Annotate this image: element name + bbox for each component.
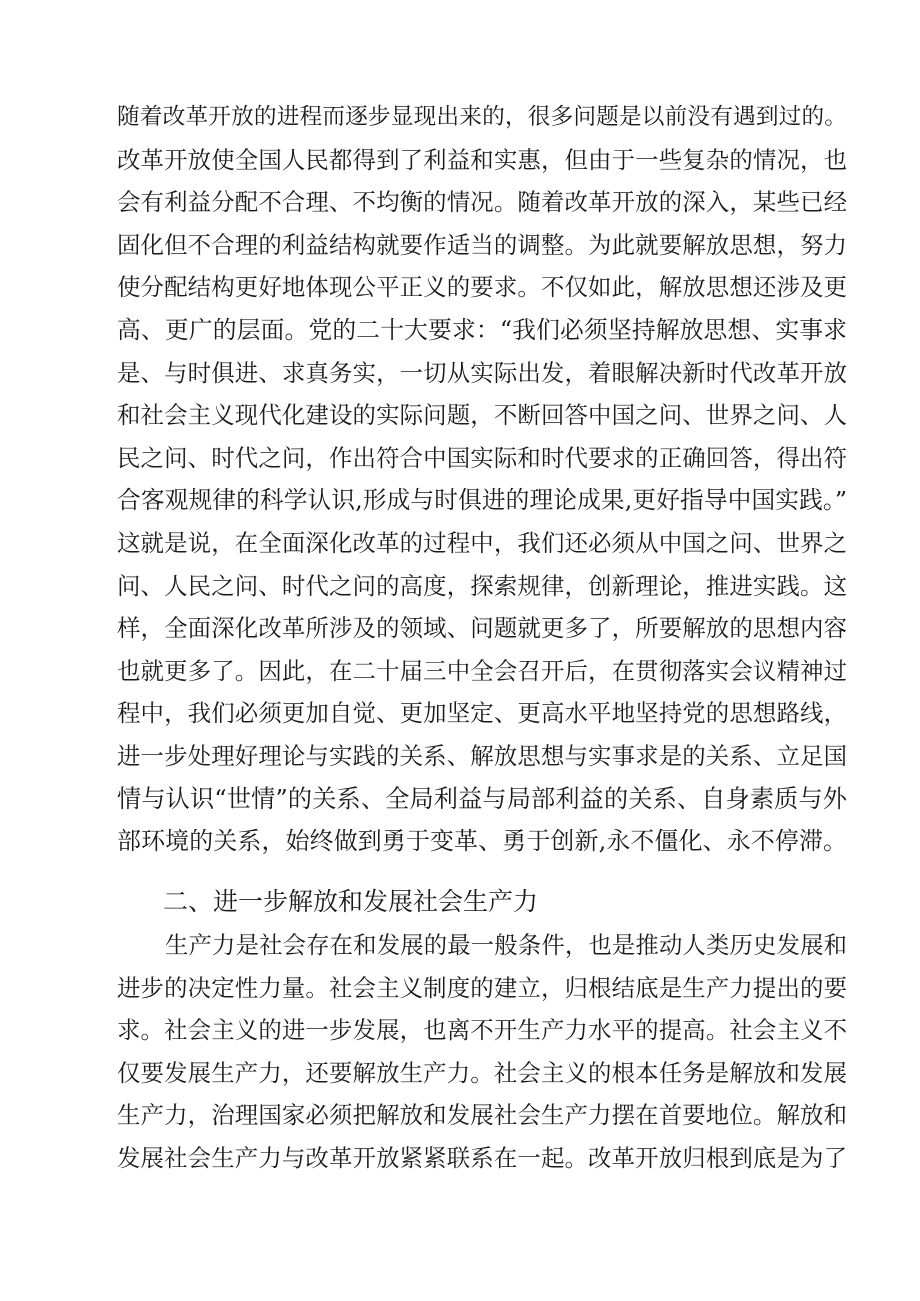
paragraph-line: 改革开放使全国人民都得到了利益和实惠，但由于一些复杂的情况，也 bbox=[117, 145, 847, 174]
paragraph-line: 和社会主义现代化建设的实际问题，不断回答中国之问、世界之问、人 bbox=[117, 401, 847, 430]
paragraph-line: 会有利益分配不合理、不均衡的情况。随着改革开放的深入，某些已经 bbox=[117, 188, 847, 217]
paragraph-line: 程中，我们必须更加自觉、更加坚定、更高水平地坚持党的思想路线， bbox=[117, 699, 847, 728]
paragraph-line: 生产力是社会存在和发展的最一般条件，也是推动人类历史发展和 bbox=[165, 931, 847, 959]
paragraph-line: 问、人民之问、时代之问的高度，探索规律，创新理论，推进实践。这 bbox=[117, 571, 847, 600]
paragraph-line: 固化但不合理的利益结构就要作适当的调整。为此就要解放思想，努力 bbox=[117, 230, 847, 259]
paragraph-line: 仅要发展生产力，还要解放生产力。社会主义的根本任务是解放和发展 bbox=[117, 1058, 847, 1087]
paragraph-line: 进一步处理好理论与实践的关系、解放思想与实事求是的关系、立足国 bbox=[117, 742, 847, 770]
paragraph-line: 高、更广的层面。党的二十大要求：“我们必须坚持解放思想、实事求 bbox=[117, 316, 847, 344]
paragraph-line: 随着改革开放的进程而逐步显现出来的，很多问题是以前没有遇到过的。 bbox=[117, 104, 847, 130]
paragraph-line: 进步的决定性力量。社会主义制度的建立，归根结底是生产力提出的要 bbox=[117, 973, 847, 1002]
paragraph-line: 民之问、时代之问，作出符合中国实际和时代要求的正确回答，得出符 bbox=[117, 443, 847, 472]
paragraph-line: 是、与时俱进、求真务实，一切从实际出发，着眼解决新时代改革开放 bbox=[117, 358, 847, 387]
paragraph-line: 合客观规律的科学认识,形成与时俱进的理论成果,更好指导中国实践。” bbox=[117, 486, 847, 515]
paragraph-line: 求。社会主义的进一步发展，也离不开生产力水平的提高。社会主义不 bbox=[117, 1016, 847, 1045]
paragraph-line: 这就是说，在全面深化改革的过程中，我们还必须从中国之问、世界之 bbox=[117, 529, 847, 557]
paragraph-line: 样，全面深化改革所涉及的领域、问题就更多了，所要解放的思想内容 bbox=[117, 614, 847, 643]
paragraph-line: 情与认识“世情”的关系、全局利益与局部利益的关系、自身素质与外 bbox=[117, 784, 847, 813]
section-heading: 二、进一步解放和发展社会生产力 bbox=[163, 887, 539, 916]
paragraph-line: 部环境的关系，始终做到勇于变革、勇于创新,永不僵化、永不停滞。 bbox=[117, 827, 847, 856]
paragraph-line: 使分配结构更好地体现公平正义的要求。不仅如此，解放思想还涉及更 bbox=[117, 273, 847, 302]
paragraph-line: 也就更多了。因此，在二十届三中全会召开后，在贯彻落实会议精神过 bbox=[117, 656, 847, 685]
paragraph-line: 发展社会生产力与改革开放紧紧联系在一起。改革开放归根到底是为了 bbox=[117, 1144, 847, 1172]
paragraph-line: 生产力，治理国家必须把解放和发展社会生产力摆在首要地位。解放和 bbox=[117, 1101, 847, 1130]
